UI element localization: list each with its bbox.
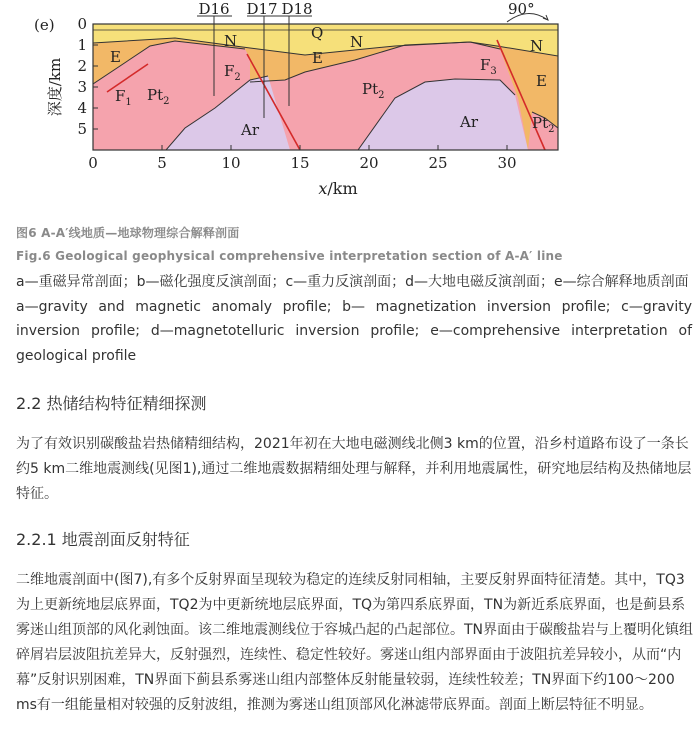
- svg-text:15: 15: [290, 154, 310, 172]
- svg-text:20: 20: [359, 154, 379, 172]
- svg-text:30: 30: [497, 154, 517, 172]
- svg-text:5: 5: [77, 120, 87, 138]
- unit-n-mid: N: [350, 33, 364, 51]
- unit-pt-right: $Pt_2$: [532, 114, 555, 135]
- unit-pt-left: $Pt_2$: [147, 86, 170, 107]
- section-paragraph-2-2-1: 二维地震剖面中(图7),有多个反射界面呈现较为稳定的连续反射同相轴，主要反射界面特征清楚。其中，TQ3为上更新统地层底界面，TQ2为中更新统地层底界面，TQ为第四系底界面，TN为新近系底界面，也是蓟县系雾迷山组顶部的风化剥蚀面。该二维地震测线位于容城凸起的凸起部位。TN界面由于碳酸盐岩与上覆明化镇组碎屑岩层波阻抗差异大，反射强烈，连续性、稳定性较好。雾迷山组内部界面由于波阻抗差异较小，从而“内幕”反射识别困难，TN界面下蓟县系雾迷山组内部整体反射能量较弱，连续性较差；TN界面下约100～200 ms有一组能量相对较强的反射波组，推测为雾迷山组顶部风化淋滤带底界面。剖面上断层特征不明显。: [16, 572, 694, 713]
- well-label-d16: D16: [198, 0, 230, 18]
- svg-text:1: 1: [77, 36, 87, 54]
- figure-notes: [16, 270, 692, 368]
- unit-q: Q: [311, 24, 324, 42]
- x-tick-labels: [88, 154, 516, 172]
- section-heading-2-2-1: 2.2.1 地震剖面反射特征: [16, 530, 190, 549]
- unit-n-left: N: [224, 32, 238, 50]
- well-label-d18: D18: [281, 0, 313, 18]
- svg-text:10: 10: [221, 154, 241, 172]
- unit-e-right: E: [536, 72, 547, 90]
- figure-caption-cn: 图6 A-A′线地质—地球物理综合解释剖面: [16, 226, 240, 240]
- well-label-d17: D17: [246, 0, 278, 18]
- svg-text:25: 25: [428, 154, 448, 172]
- fault-label-f3: $F_3$: [480, 56, 497, 77]
- figure-notes-cn: a—重磁异常剖面；b—磁化强度反演剖面；c—重力反演剖面；d—大地电磁反演剖面；e—综合解释地质剖面: [16, 274, 689, 290]
- svg-text:0: 0: [88, 154, 98, 172]
- svg-text:5: 5: [157, 154, 167, 172]
- panel-label: (e): [34, 16, 55, 34]
- x-axis-label: x/km: [318, 179, 358, 198]
- y-axis-label: 深度/km: [46, 57, 64, 117]
- unit-e-left: E: [110, 48, 121, 66]
- y-tick-labels: [77, 15, 87, 138]
- figure-caption-en: Fig.6 Geological geophysical comprehensive interpretation section of A-A′ line: [16, 249, 563, 263]
- unit-ar-right: Ar: [460, 113, 479, 131]
- fault-label-f2: $F_2$: [224, 62, 241, 83]
- unit-n-right: N: [530, 37, 544, 55]
- figure-notes-en: a—gravity and magnetic anomaly profile; b— magnetization inversion profile; c—gravity inversion profile; d—magnetotelluric inversion profile; e—comprehensive interpretation of geological profile: [16, 298, 692, 364]
- unit-e-mid: E: [312, 49, 323, 67]
- fault-label-f1: $F_1$: [115, 87, 132, 108]
- svg-text:2: 2: [77, 57, 87, 75]
- unit-ar-left: Ar: [241, 121, 260, 139]
- section-paragraph-2-2: 为了有效识别碳酸盐岩热储精细结构，2021年初在大地电磁测线北侧3 km的位置，沿乡村道路布设了一条长约5 km二维地震测线(见图1),通过二维地震数据精细处理与解释，并利用地震属性，研究地层结构及热储地层特征。: [16, 436, 692, 502]
- well-labels: [198, 0, 312, 18]
- angle-label: 90°: [508, 0, 535, 18]
- svg-text:0: 0: [77, 15, 87, 33]
- svg-text:3: 3: [77, 78, 87, 96]
- unit-pt-mid: $Pt_2$: [362, 80, 385, 101]
- section-heading-2-2: 2.2 热储结构特征精细探测: [16, 394, 207, 413]
- svg-text:4: 4: [77, 99, 87, 117]
- geological-section-figure: [0, 0, 700, 210]
